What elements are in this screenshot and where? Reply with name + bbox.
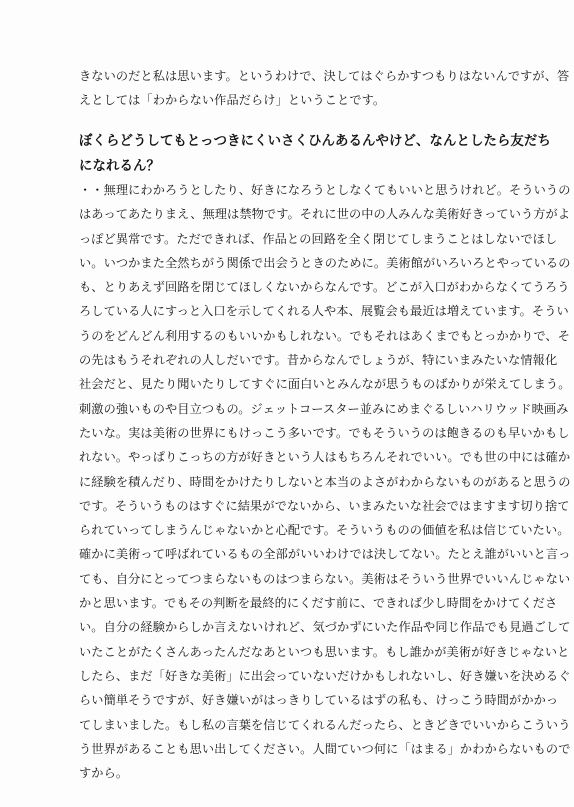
question-line: ぼくらどうしてもとっつきにくいさくひんあるんやけど、なんとしたら友だち: [79, 134, 551, 149]
text-line: はあってあたりまえ、無理は禁物です。それに世の中の人みんな美術好きっていう方がよ: [79, 207, 571, 222]
text-line: れない。やっぱりこっちの方が好きという人はもちろんそれでいい。でも世の中には確か: [79, 450, 571, 465]
text-line: らい簡単そうですが、好き嫌いがはっきりしているはずの私も、けっこう時間がかかっ: [79, 693, 559, 708]
question-heading: [79, 129, 551, 179]
text-line: です。そういうものはすぐに結果がでないから、いまみたいな社会ではますます切り捨て: [79, 498, 570, 513]
text-line: うのをどんどん利用するのもいいかもしれない。でもそれはあくまでもとっかかりで、そ: [79, 328, 571, 343]
text-line: に経験を積んだり、時間をかけたりしないと本当のよさがわからないものがあると思うの: [79, 474, 571, 489]
text-line: う世界があることも思い出してください。人間ていつ何に「はまる」かわからないもので: [79, 741, 571, 756]
text-line: ろしている人にすっと入口を示してくれる人や本、展覧会も最近は増えています。そうい: [79, 304, 569, 319]
question-line: になれるん？: [79, 159, 160, 174]
text-line: 刺激の強いものや目立つもの。ジェットコースター並みにめまぐるしいハリウッド映画み: [79, 401, 569, 416]
text-line: い。自分の経験からしか言えないけれど、気づかずにいた作品や同じ作品でも見過ごして: [79, 620, 571, 635]
text-line: きないのだと私は思います。というわけで、決してはぐらかすつもりはないんですが、答: [79, 69, 570, 83]
answer-paragraph: [79, 178, 571, 785]
text-line: 確かに美術って呼ばれているもの全部がいいわけでは決してない。たとえ誰がいいと言っ: [79, 547, 571, 562]
text-line: っぽど異常です。ただできれば、作品との回路を全く閉じてしまうことはしないでほし: [79, 231, 558, 246]
text-line: すから。: [79, 766, 129, 781]
text-line: ても、自分にとってつまらないものはつまらない。美術はそういう世界でいいんじゃない: [79, 571, 571, 586]
text-line: られていってしまうんじゃないかと心配です。そういうものの価値を私は信じていたい。: [79, 523, 570, 538]
text-line: も、とりあえず回路を閉じてほしくないからなんです。どこが入口がわからなくてうろう: [79, 280, 570, 295]
text-line: したら、まだ「好きな美術」に出会っていないだけかもしれないし、好き嫌いを決めるぐ: [79, 668, 571, 683]
text-line: たいな。実は美術の世界にもけっこう多いです。でもそういうのは飽きるのも早いかもし: [79, 425, 570, 440]
text-line: てしまいました。もし私の言葉を信じてくれるんだったら、ときどきでいいからこういう: [79, 717, 571, 732]
text-line: えとしては「わからない作品だらけ」ということです。: [79, 93, 386, 108]
intro-paragraph: [79, 64, 570, 113]
text-line: い。いつかまた全然ちがう関係で出会うときのために。美術館がいろいろとやっているの: [79, 255, 571, 270]
text-line: ・・無理にわかろうとしたり、好きになろうとしなくてもいいと思うけれど。そういうの: [79, 183, 571, 197]
text-line: かと思います。でもその判断を最終的にくだす前に、できれば少し時間をかけてくださ: [79, 596, 558, 611]
text-line: いたことがたくさんあったんだなあといつも思います。もし誰かが美術が好きじゃないと: [79, 644, 570, 659]
text-line: の先はもうそれぞれの人しだいです。昔からなんでしょうが、特にいまみたいな情報化: [79, 353, 558, 368]
text-line: 社会だと、見たり聞いたりしてすぐに面白いとみんなが思うものばかりが栄えてしまう。: [79, 377, 571, 392]
